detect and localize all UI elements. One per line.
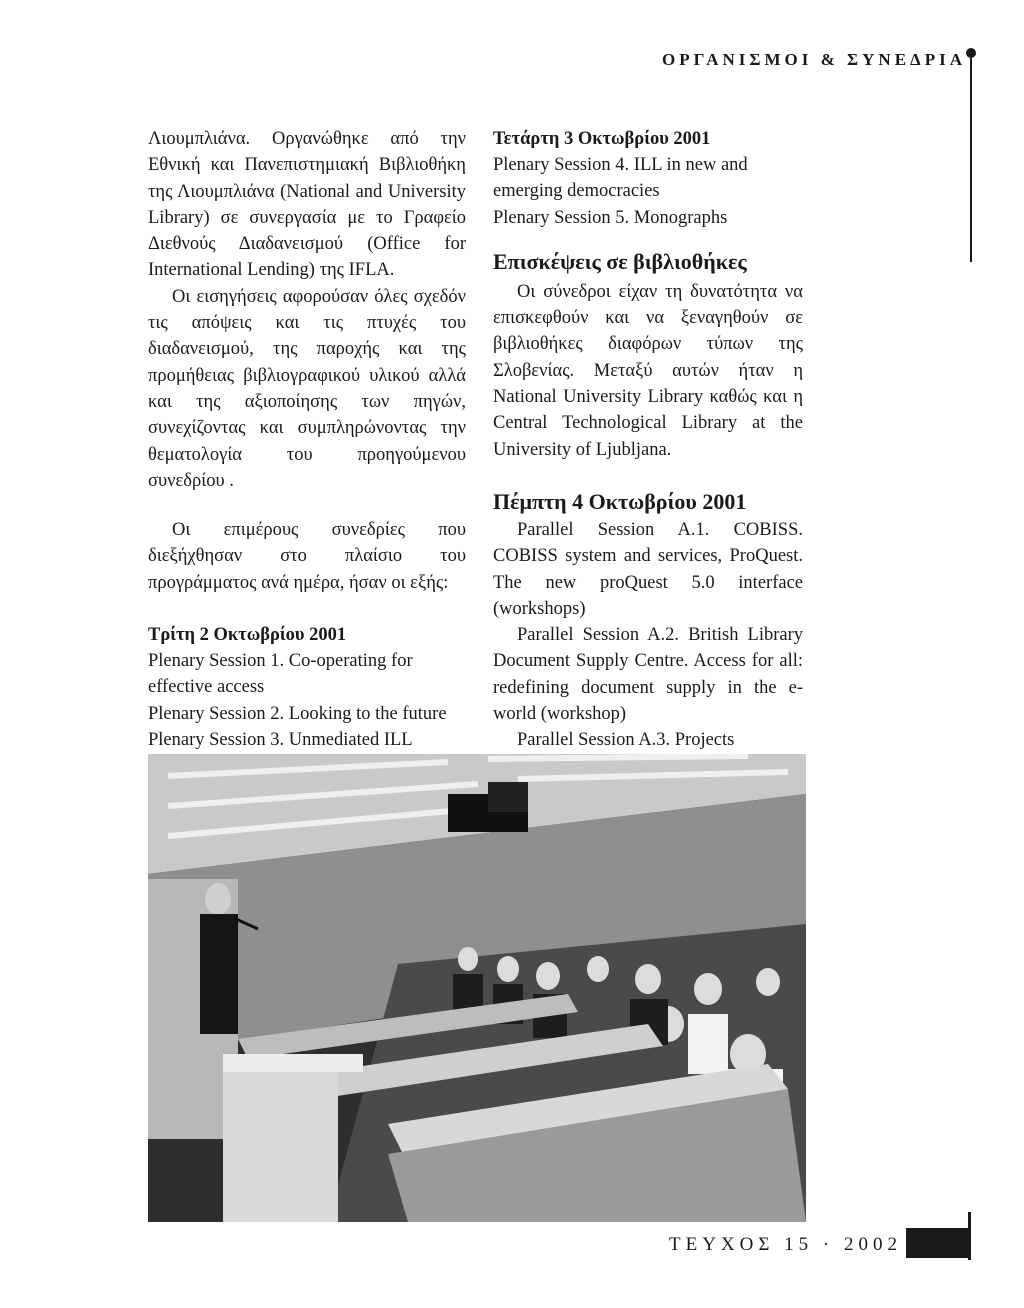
conference-photo — [148, 754, 806, 1222]
session-line: Plenary Session 1. Co-operating for — [148, 651, 413, 672]
running-header: ΟΡΓΑΝΙΣΜΟΙ & ΣΥΝΕΔΡΙΑ — [662, 50, 966, 69]
parallel-session: Parallel Session A.1. COBISS. COBISS system and services, ProQuest. The new proQuest 5.0 interface (workshops) — [493, 519, 803, 619]
visits-paragraph: Οι σύνεδροι είχαν τη δυνατότητα να επισκεφθούν και να ξεναγηθούν σε βιβλιοθήκες διαφόρων τύπων της Σλοβενίας. Μεταξύ αυτών ήταν η National University Library καθώς και η Central Technological Library at the University of Ljubljana. — [493, 281, 803, 460]
day-heading-thursday: Πέμπτη 4 Οκτωβρίου 2001 — [493, 488, 747, 514]
visits-heading: Επισκέψεις σε βιβλιοθήκες — [493, 248, 747, 274]
header-rule-dot — [966, 48, 976, 58]
sessions-intro-paragraph: Οι επιμέρους συνεδρίες που διεξήχθησαν στο πλαίσιο του προγράμματος ανά ημέρα, ήσαν οι εξής: — [148, 520, 466, 593]
session-line: Plenary Session 2. Looking to the future — [148, 703, 447, 724]
footer-vertical-rule — [968, 1212, 971, 1260]
session-line: Plenary Session 5. Monographs — [493, 207, 728, 228]
day-heading-wednesday: Τετάρτη 3 Οκτωβρίου 2001 — [493, 129, 711, 149]
issue-footer: ΤΕΥΧΟΣ 15 · 2002 — [668, 1234, 902, 1255]
left-column — [148, 126, 466, 753]
day-heading-tuesday: Τρίτη 2 Οκτωβρίου 2001 — [148, 625, 347, 646]
parallel-session: Parallel Session A.2. British Library Document Supply Centre. Access for all: redefining document supply in the e-world (workshop) — [493, 625, 803, 725]
session-line: Plenary Session 3. Unmediated ILL — [148, 729, 413, 750]
session-line: Plenary Session 4. ILL in new and — [493, 155, 748, 175]
intro-paragraph: Λιουμπλιάνα. Οργανώθηκε από την Εθνική και Πανεπιστημιακή Βιβλιοθήκη της Λιουμπλιάνα (National and University Library) σε συνεργασία με το Γραφείο Διεθνούς Διαδανεισμού (Office for International Lending) της IFLA. — [148, 129, 466, 281]
right-column — [493, 126, 803, 754]
topics-paragraph: Οι εισηγήσεις αφορούσαν όλες σχεδόν τις απόψεις και τις πτυχές του διαδανεισμού, της παροχής και της προμήθειας βιβλιογραφικού υλικού αλλά και της αξιοποίησης των πηγών, συνεχίζοντας και συμπληρώνοντας την θεματολογία του προηγούμενου συνεδρίου . — [148, 286, 466, 491]
parallel-session: Parallel Session A.3. Projects — [517, 730, 735, 751]
header-vertical-rule — [970, 58, 972, 262]
footer-black-block — [906, 1228, 970, 1258]
session-line: effective access — [148, 677, 265, 698]
session-line: emerging democracies — [493, 181, 660, 202]
